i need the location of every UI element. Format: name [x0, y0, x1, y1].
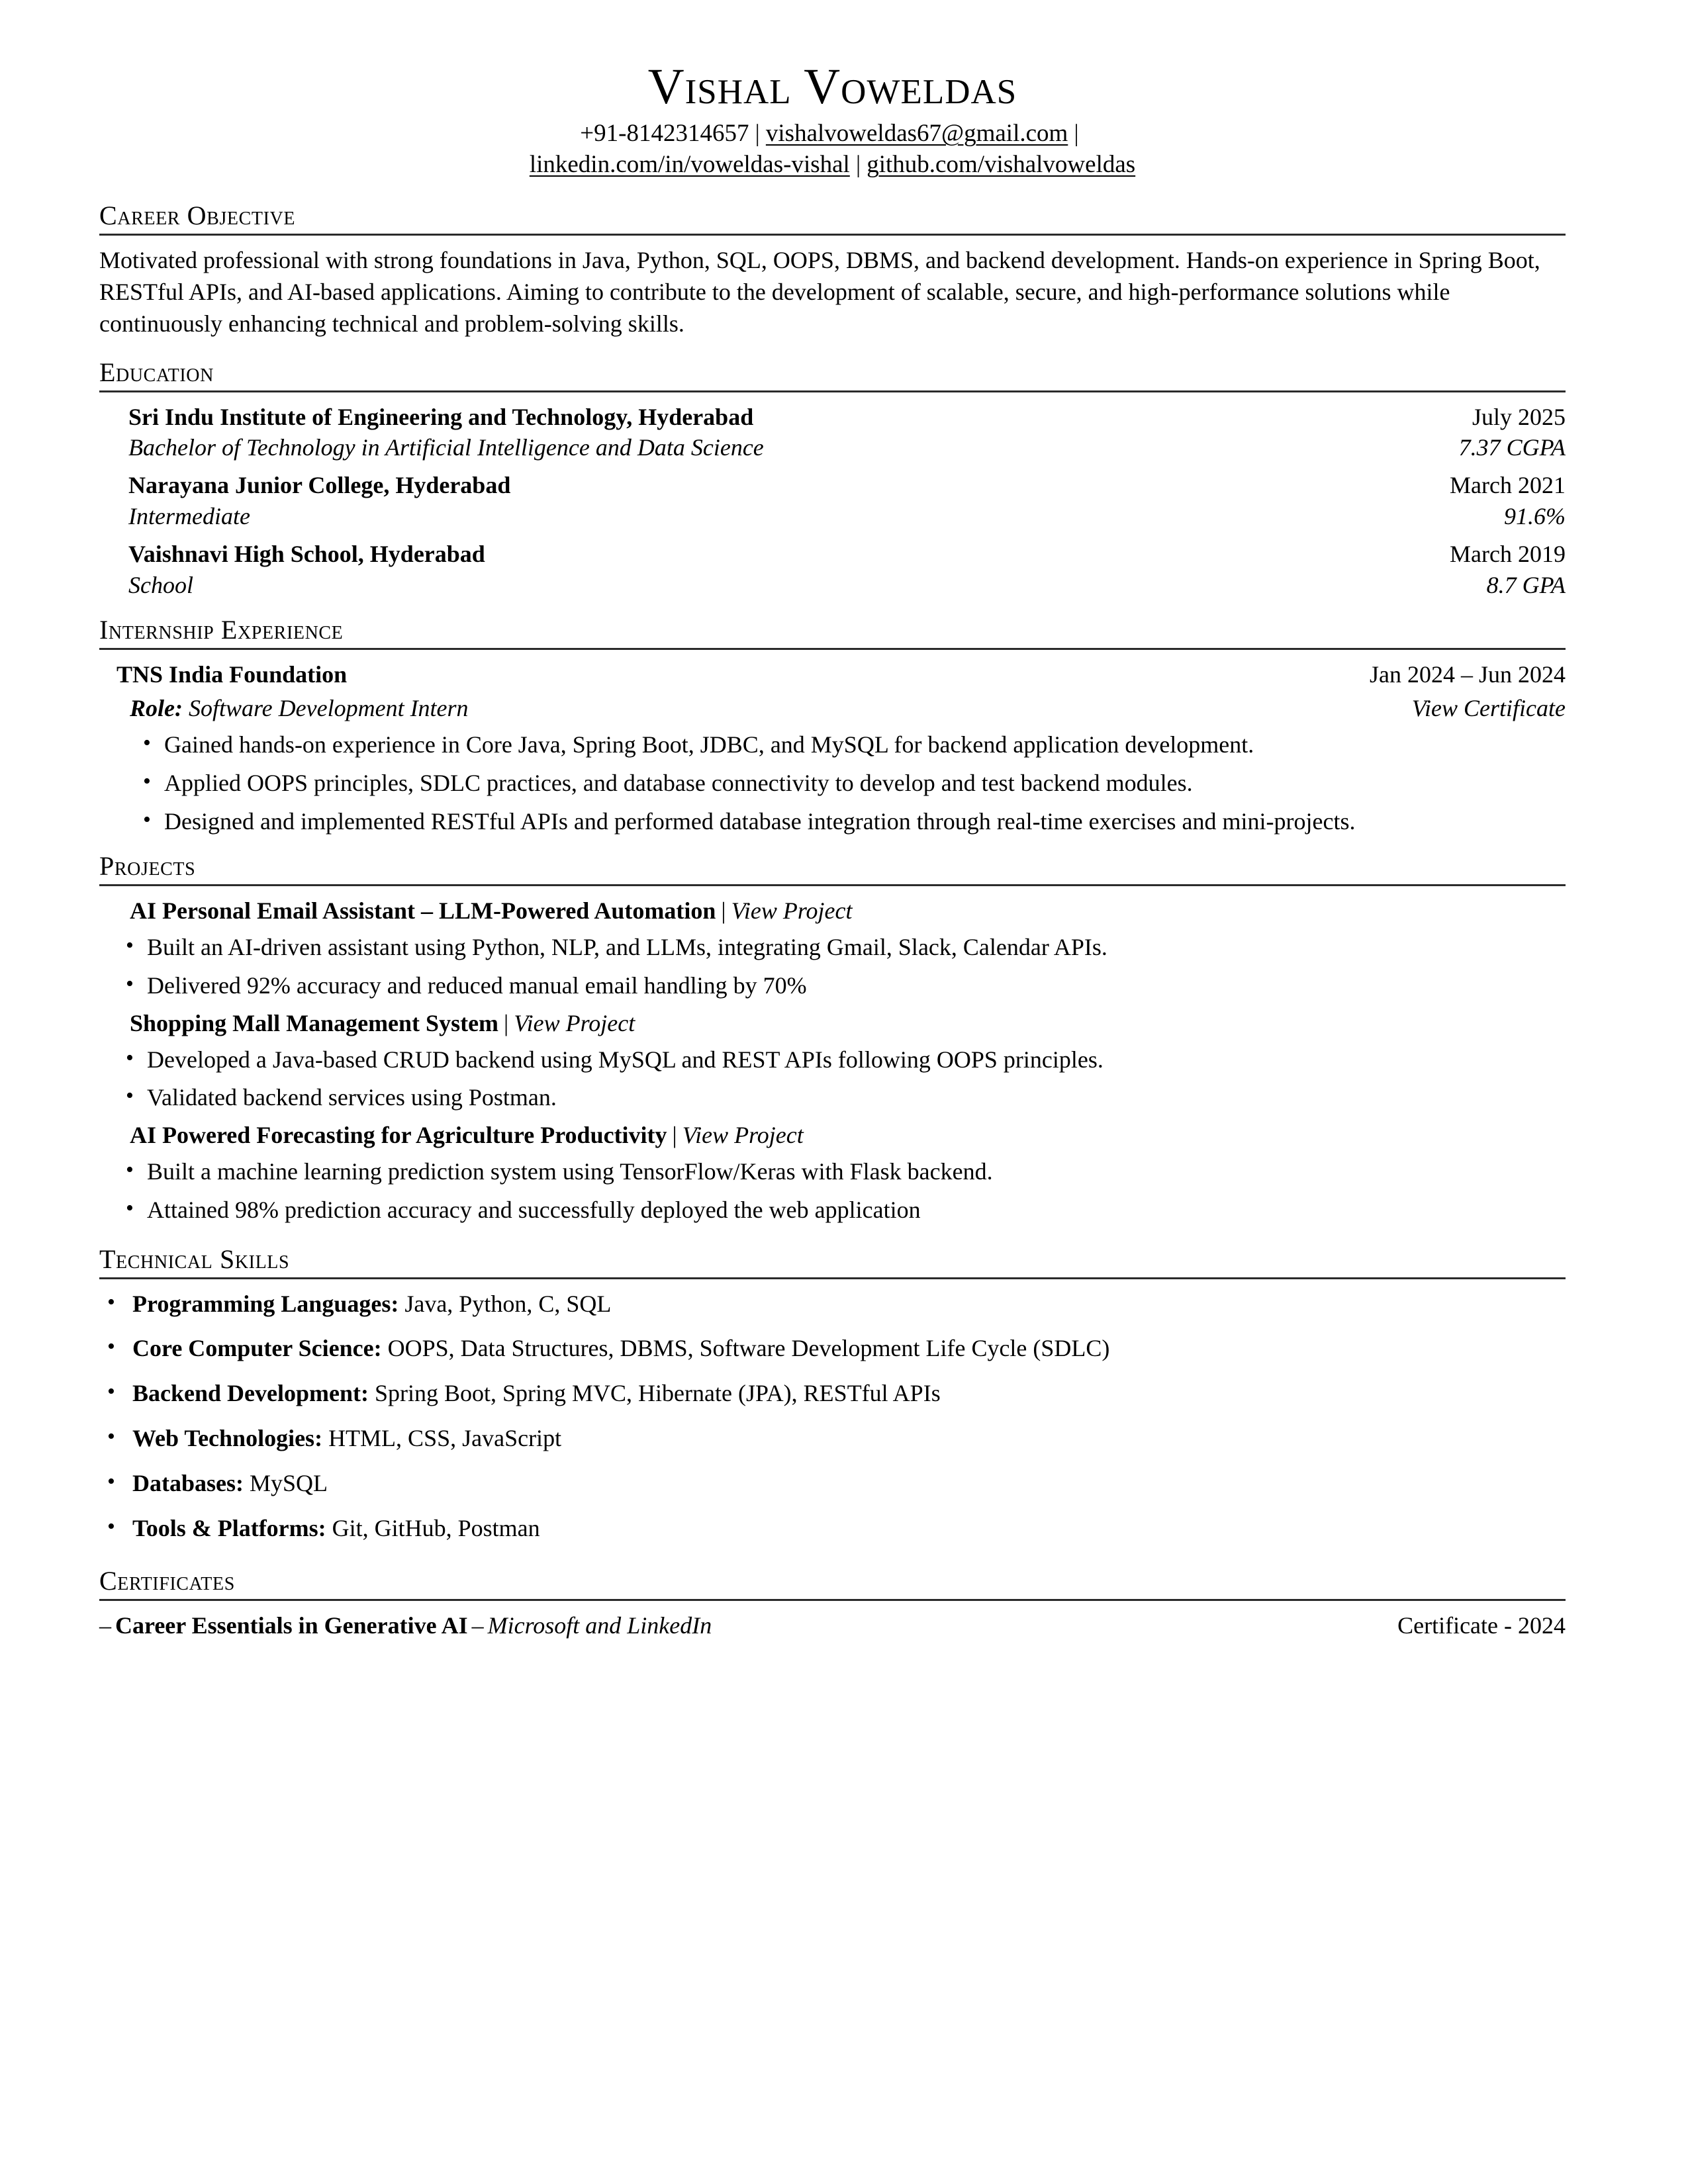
contact-separator-2: |	[1074, 120, 1079, 148]
list-item	[99, 1513, 1566, 1544]
certificate-dash: –	[99, 1612, 111, 1639]
section-career-objective	[99, 201, 1566, 340]
section-rule-projects	[99, 884, 1566, 886]
project-entry	[99, 1008, 1566, 1113]
education-score: 7.37 CGPA	[1458, 434, 1566, 461]
education-title-row	[128, 402, 1566, 433]
certificate-name: Career Essentials in Generative AI	[115, 1612, 468, 1639]
section-rule-skills	[99, 1277, 1566, 1279]
project-bullet-list	[99, 932, 1566, 1001]
list-item	[99, 1333, 1566, 1364]
education-degree: Bachelor of Technology in Artificial Intelligence and Data Science	[128, 434, 764, 461]
skill-value: Spring Boot, Spring MVC, Hibernate (JPA), RESTful APIs	[374, 1380, 941, 1407]
skill-category-label: Programming Languages:	[132, 1290, 399, 1317]
education-degree: School	[128, 571, 193, 598]
resume-header	[99, 61, 1566, 181]
education-title-row	[128, 470, 1566, 501]
project-separator: |	[721, 897, 726, 925]
section-education	[99, 357, 1566, 601]
certificate-entry	[99, 1610, 1566, 1641]
list-item: • Attained 98% prediction accuracy and successfully deployed the web application	[99, 1195, 1566, 1226]
internship-org-row	[117, 659, 1566, 690]
internship-role-label: Role:	[130, 695, 183, 722]
section-certificates	[99, 1566, 1566, 1641]
project-title-row	[99, 1008, 1566, 1039]
section-heading-projects: Projects	[99, 851, 196, 882]
list-item: • Delivered 92% accuracy and reduced manual email handling by 70%	[99, 970, 1566, 1001]
skill-value: OOPS, Data Structures, DBMS, Software Development Life Cycle (SDLC)	[387, 1335, 1110, 1362]
education-detail-row	[128, 432, 1566, 463]
skill-value: Git, GitHub, Postman	[332, 1514, 540, 1541]
github-link[interactable]: github.com/vishalvoweldas	[867, 151, 1136, 179]
skill-category-label: Backend Development:	[132, 1380, 369, 1407]
project-entry	[99, 895, 1566, 1001]
section-projects	[99, 851, 1566, 1225]
project-title-row	[99, 895, 1566, 927]
section-rule-internship	[99, 648, 1566, 650]
certificate-issuer: Microsoft and LinkedIn	[487, 1612, 712, 1639]
certificate-separator: –	[471, 1612, 484, 1639]
internship-entry	[99, 659, 1566, 837]
list-item: • Validated backend services using Postman.	[99, 1082, 1566, 1113]
section-heading-internship: Internship Experience	[99, 615, 344, 645]
contact-separator-1: |	[755, 120, 760, 148]
internship-date-range: Jan 2024 – Jun 2024	[1370, 661, 1566, 688]
objective-text: Motivated professional with strong foundations in Java, Python, SQL, OOPS, DBMS, and backend development. Hands-on experience in Spring Boot, RESTful APIs, and AI-based applications. Aiming to contribute to the development of scalable, secure, and high-performance solutions while continuously enhancing technical and problem-solving skills.	[99, 247, 1540, 337]
education-date: March 2019	[1450, 540, 1566, 567]
skill-category-label: Web Technologies:	[132, 1424, 323, 1451]
skill-value: Java, Python, C, SQL	[404, 1290, 612, 1317]
list-item: • Built an AI-driven assistant using Python, NLP, and LLMs, integrating Gmail, Slack, Calendar APIs.	[99, 932, 1566, 963]
project-separator: |	[504, 1009, 509, 1036]
section-heading-skills: Technical Skills	[99, 1244, 290, 1274]
list-item	[99, 1468, 1566, 1499]
education-degree: Intermediate	[128, 503, 250, 530]
skills-list	[99, 1289, 1566, 1544]
contact-separator-3: |	[855, 151, 861, 179]
view-project-link[interactable]: View Project	[682, 1122, 804, 1149]
list-item	[99, 1289, 1566, 1320]
section-rule-certificates	[99, 1599, 1566, 1601]
internship-organization: TNS India Foundation	[117, 661, 348, 688]
contact-line	[336, 118, 1329, 181]
education-detail-row	[128, 570, 1566, 601]
list-item	[99, 1378, 1566, 1409]
linkedin-link[interactable]: linkedin.com/in/voweldas-vishal	[529, 151, 850, 179]
skill-category-label: Tools & Platforms:	[132, 1514, 326, 1541]
view-certificate-link[interactable]: View Certificate	[1411, 695, 1566, 722]
project-bullet-list	[99, 1156, 1566, 1226]
section-internship-experience	[99, 615, 1566, 837]
list-item: • Developed a Java-based CRUD backend using MySQL and REST APIs following OOPS principles.	[99, 1044, 1566, 1075]
project-entry	[99, 1120, 1566, 1225]
view-project-link[interactable]: View Project	[514, 1009, 635, 1036]
phone-text: +91-8142314657	[580, 120, 749, 148]
education-institution: Vaishnavi High School, Hyderabad	[128, 540, 485, 567]
section-heading-education: Education	[99, 357, 214, 387]
education-institution: Narayana Junior College, Hyderabad	[128, 472, 511, 499]
section-heading-certificates: Certificates	[99, 1566, 235, 1596]
skill-value: MySQL	[250, 1469, 328, 1496]
education-score: 91.6%	[1504, 503, 1566, 530]
education-detail-row	[128, 501, 1566, 532]
list-item	[99, 1423, 1566, 1454]
list-item: • Designed and implemented RESTful APIs and performed database integration through real-time exercises and mini-projects.	[117, 806, 1566, 837]
project-name: Shopping Mall Management System	[130, 1009, 499, 1036]
education-entry	[99, 539, 1566, 601]
education-institution: Sri Indu Institute of Engineering and Technology, Hyderabad	[128, 403, 754, 430]
education-title-row	[128, 539, 1566, 570]
skill-value: HTML, CSS, JavaScript	[328, 1424, 562, 1451]
internship-role-row	[117, 693, 1566, 724]
email-link[interactable]: vishalvoweldas67@gmail.com	[765, 120, 1068, 148]
skill-category-label: Core Computer Science:	[132, 1335, 382, 1362]
internship-bullet-list	[117, 729, 1566, 837]
section-technical-skills	[99, 1244, 1566, 1544]
list-item: • Built a machine learning prediction system using TensorFlow/Keras with Flask backend.	[99, 1156, 1566, 1187]
skill-category-label: Databases:	[132, 1469, 244, 1496]
education-entry	[99, 470, 1566, 532]
education-score: 8.7 GPA	[1486, 571, 1566, 598]
project-bullet-list	[99, 1044, 1566, 1114]
section-heading-objective: Career Objective	[99, 201, 296, 230]
project-separator: |	[672, 1122, 677, 1149]
internship-role-value: Software Development Intern	[188, 695, 469, 722]
list-item: • Gained hands-on experience in Core Java, Spring Boot, JDBC, and MySQL for backend application development.	[117, 729, 1566, 760]
view-project-link[interactable]: View Project	[731, 897, 853, 925]
project-name: AI Personal Email Assistant – LLM-Powered Automation	[130, 897, 716, 925]
certificate-year: Certificate - 2024	[1397, 1612, 1566, 1639]
education-date: July 2025	[1472, 403, 1566, 430]
project-title-row	[99, 1120, 1566, 1151]
section-rule-objective	[99, 234, 1566, 236]
section-rule-education	[99, 390, 1566, 392]
list-item: • Applied OOPS principles, SDLC practices, and database connectivity to develop and test backend modules.	[117, 768, 1566, 799]
project-name: AI Powered Forecasting for Agriculture Productivity	[130, 1122, 667, 1149]
education-date: March 2021	[1450, 472, 1566, 499]
page-title: Vishal Voweldas	[647, 59, 1017, 114]
education-entry	[99, 402, 1566, 464]
